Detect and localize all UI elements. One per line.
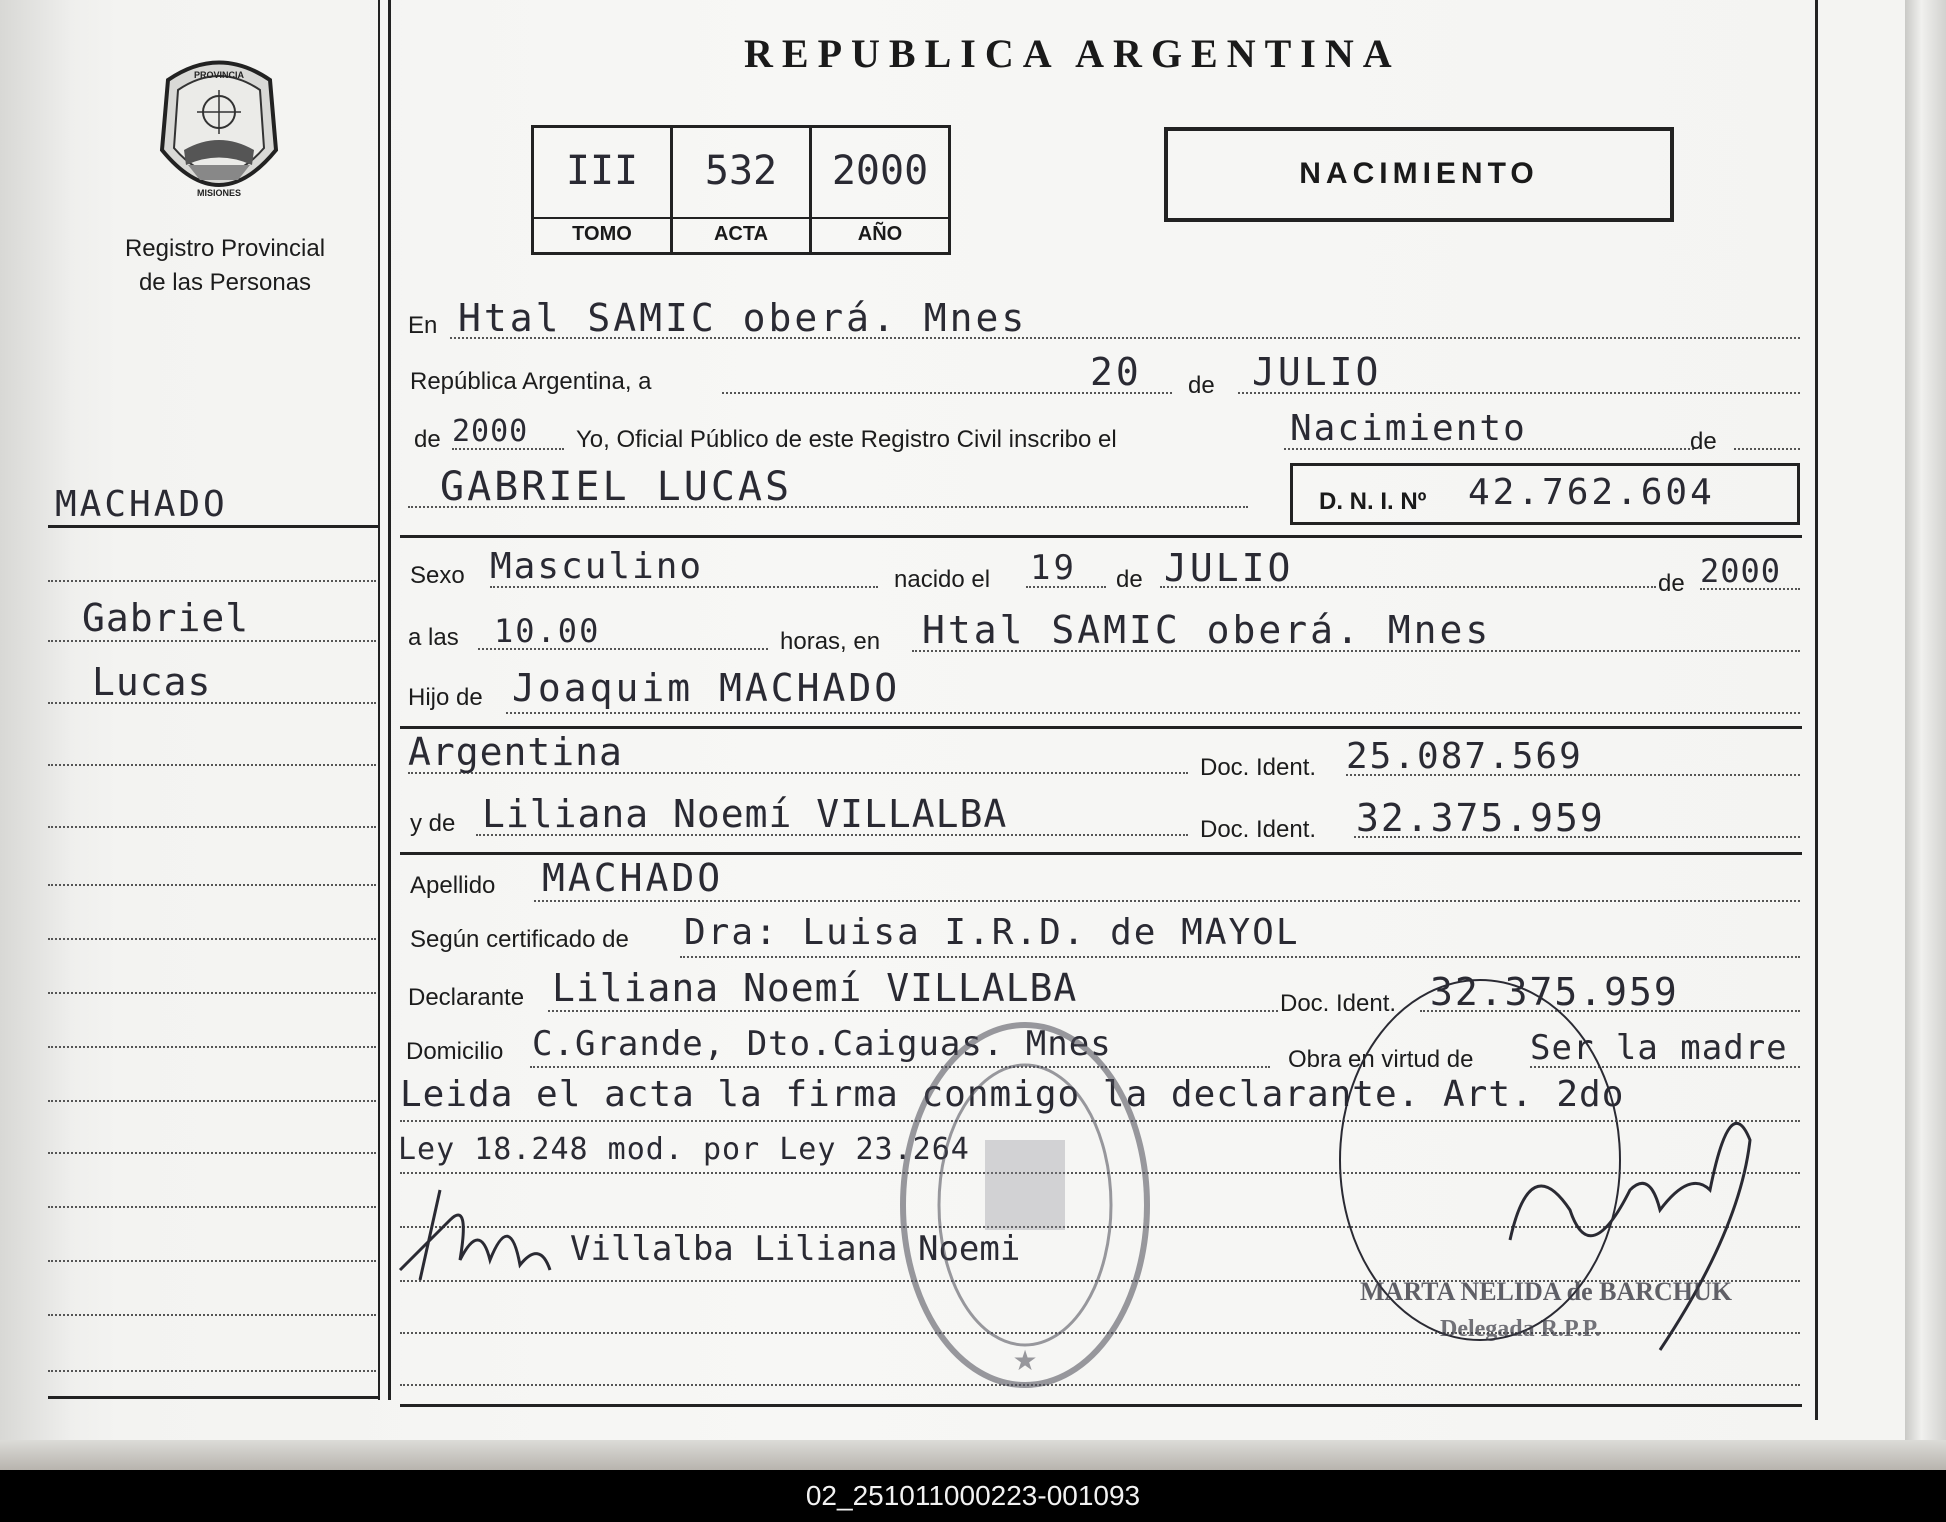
de-label-3: de: [1690, 428, 1717, 455]
svg-text:PROVINCIA: PROVINCIA: [193, 70, 245, 80]
event-type: Nacimiento: [1290, 408, 1527, 449]
margin-line: [48, 702, 376, 704]
de-label: de: [1188, 372, 1215, 399]
birth-year: 2000: [1700, 552, 1782, 590]
declarant-signature: [380, 1180, 1021, 1300]
reg-day: 20: [1090, 350, 1142, 394]
certificado-value: Dra: Luisa I.R.D. de MAYOL: [684, 912, 1300, 953]
anio-cell: [812, 128, 948, 252]
reg-month: JULIO: [1252, 350, 1382, 394]
margin-bottom-rule: [48, 1396, 378, 1399]
father-name: Joaquim MACHADO: [512, 666, 901, 710]
margin-line: [48, 580, 376, 582]
page-title: REPUBLICA ARGENTINA: [744, 31, 1401, 76]
tomo-value: III: [565, 148, 639, 194]
margin-line: [48, 826, 376, 828]
obra-value: Ser la madre: [1530, 1028, 1788, 1068]
apellido-line: [534, 900, 1800, 902]
tomo-cell: [534, 128, 673, 252]
book-spine: [0, 0, 70, 1470]
province-crest-logo: [148, 50, 290, 210]
dni-label: D. N. I. Nº: [1319, 488, 1427, 515]
de-label-5: de: [1658, 570, 1685, 597]
horas-label: horas, en: [780, 628, 881, 655]
bottom-rule: [400, 1404, 1802, 1407]
record-type-label: NACIMIENTO: [1299, 157, 1539, 190]
declarante-label: Declarante: [408, 984, 525, 1011]
margin-line: [48, 764, 376, 766]
note-line-1: Leida el acta la firma conmigo la declarante. Art. 2do: [400, 1074, 1625, 1115]
svg-text:★: ★: [1012, 1344, 1038, 1377]
declarante-value: Liliana Noemí VILLALBA: [552, 966, 1078, 1010]
right-border: [1815, 0, 1818, 1420]
svg-text:MISIONES: MISIONES: [196, 188, 242, 198]
birth-month: JULIO: [1164, 546, 1294, 590]
father-doc: 25.087.569: [1346, 736, 1583, 777]
section-rule: [400, 535, 1802, 538]
father-nationality: Argentina: [408, 730, 623, 774]
official-signature-stamp: [1330, 970, 1810, 1370]
birth-day: 19: [1030, 548, 1077, 588]
margin-line: [48, 1314, 376, 1316]
svg-text:MARTA NELIDA de BARCHUK: MARTA NELIDA de BARCHUK: [1360, 1277, 1733, 1306]
birth-time: 10.00: [494, 612, 601, 650]
doc-ident-label-2: Doc. Ident.: [1200, 816, 1317, 843]
section-rule: [400, 852, 1802, 855]
yde-label: y de: [410, 810, 456, 837]
note-line-2: Ley 18.248 mod. por Ley 23.264: [398, 1132, 970, 1167]
apellido-value: MACHADO: [542, 856, 724, 900]
alas-label: a las: [408, 624, 459, 651]
page-edge: [1905, 0, 1946, 1470]
mother-doc: 32.375.959: [1356, 796, 1605, 840]
margin-line: [48, 1260, 376, 1262]
registry-name-line-1: Registro Provincial: [124, 235, 326, 262]
margin-line: [48, 1100, 376, 1102]
apellido-label: Apellido: [410, 872, 496, 899]
doc-ident-label-3: Doc. Ident.: [1280, 990, 1397, 1017]
place-value: Htal SAMIC oberá. Mnes: [458, 296, 1028, 340]
anio-value: 2000: [831, 148, 929, 194]
book-cover-edge: [0, 1440, 1946, 1470]
margin-line: [48, 1370, 376, 1372]
margin-line: [48, 884, 376, 886]
acta-value: 532: [704, 148, 778, 194]
official-seal: [890, 1010, 1160, 1400]
margin-given-name-2: Lucas: [92, 660, 212, 704]
oficial-text: Yo, Oficial Público de este Registro Civil inscribo el: [576, 426, 1117, 453]
margin-line: [48, 1152, 376, 1154]
dni-value: 42.762.604: [1468, 472, 1715, 513]
section-rule: [400, 726, 1802, 729]
dni-box: [1290, 463, 1800, 525]
margin-surname: MACHADO: [55, 484, 228, 525]
margin-line: [48, 1206, 376, 1208]
doc-ident-label: Doc. Ident.: [1200, 754, 1317, 781]
margin-line: [48, 992, 376, 994]
anio-label: AÑO: [857, 223, 903, 245]
certificado-line: [680, 956, 1800, 958]
domicilio-value: C.Grande, Dto.Caiguas. Mnes: [532, 1024, 1112, 1064]
sexo-label: Sexo: [410, 562, 465, 589]
svg-text:Villalba Liliana Noemi: Villalba Liliana Noemi: [570, 1229, 1021, 1269]
margin-line: [48, 640, 376, 642]
mother-name: Liliana Noemí VILLALBA: [482, 792, 1008, 836]
birth-place: Htal SAMIC oberá. Mnes: [922, 608, 1492, 652]
de-line: [1734, 448, 1800, 450]
birth-year-line: [1700, 588, 1800, 590]
child-name: GABRIEL LUCAS: [440, 464, 793, 510]
reg-year: 2000: [452, 414, 529, 449]
segun-label: Según certificado de: [410, 926, 629, 953]
image-caption: 02_251011000223-001093: [805, 1480, 1141, 1511]
acta-label: ACTA: [713, 223, 769, 245]
margin-line: [48, 1046, 376, 1048]
en-label: En: [408, 312, 438, 339]
obra-label: Obra en virtud de: [1288, 1046, 1474, 1073]
registry-name: [100, 232, 350, 300]
margin-surname-rule: [48, 525, 378, 528]
sexo-value: Masculino: [490, 546, 704, 587]
margin-given-name-1: Gabriel: [82, 596, 250, 640]
nacido-label: nacido el: [894, 566, 991, 593]
hijo-label: Hijo de: [408, 684, 483, 711]
domicilio-label: Domicilio: [406, 1038, 504, 1065]
registry-name-line-2: de las Personas: [138, 269, 312, 296]
de-label-2: de: [414, 426, 441, 453]
margin-line: [48, 938, 376, 940]
de-label-4: de: [1116, 566, 1143, 593]
tomo-label: TOMO: [572, 223, 632, 245]
father-name-line: [506, 712, 1800, 714]
record-number-table: [531, 125, 951, 255]
svg-text:Delegada R.P.P.: Delegada R.P.P.: [1440, 1316, 1601, 1342]
record-type-box: [1164, 127, 1674, 222]
declarante-doc: 32.375.959: [1430, 970, 1679, 1014]
republica-label: República Argentina, a: [410, 368, 652, 395]
acta-cell: [673, 128, 812, 252]
